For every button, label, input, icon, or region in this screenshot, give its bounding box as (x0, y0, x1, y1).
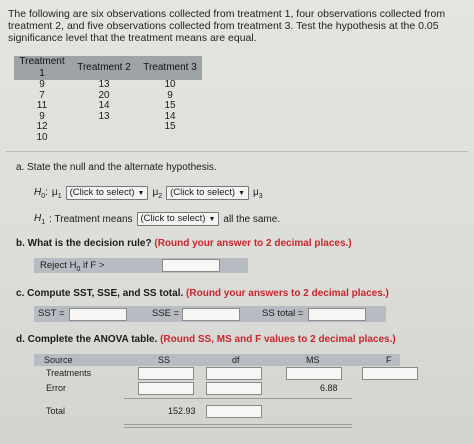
table-cell: 11 (36, 100, 48, 111)
h1-text: : Treatment means (49, 213, 133, 225)
table-cell: 13 (98, 79, 110, 90)
null-hypothesis-row (34, 186, 263, 200)
part-d-label: d. Complete the ANOVA table. (16, 334, 158, 345)
mu3-symbol: $\mu_3$ (253, 186, 263, 200)
part-c-note: (Round your answers to 2 decimal places.) (186, 288, 389, 299)
total-ss-value: 152.93 (168, 406, 196, 416)
treatments-ss-input[interactable] (138, 367, 194, 380)
table-bottom-line-2 (124, 427, 352, 428)
table-cell: 10 (164, 79, 176, 90)
table-cell: 13 (98, 110, 110, 122)
part-d-question (16, 334, 396, 345)
table-cell: 15 (164, 100, 176, 111)
error-ms-value: 6.88 (320, 383, 338, 393)
part-b-question (16, 238, 352, 249)
table-cell (70, 122, 138, 133)
table-divider (124, 398, 352, 399)
anova-row-total: Total (46, 406, 66, 416)
chevron-down-icon: ▼ (137, 190, 145, 197)
treatments-f-input[interactable] (362, 367, 418, 380)
table-cell: 15 (164, 121, 176, 132)
anova-header-row (34, 354, 400, 366)
alternate-hypothesis-row (34, 212, 280, 226)
total-df-input[interactable] (206, 405, 262, 418)
table-bottom-line-1 (124, 424, 352, 425)
h1-relation-select[interactable]: (Click to select) ▼ (137, 212, 220, 226)
table-row (14, 133, 202, 144)
table-row (14, 80, 202, 91)
table-cell: 9 (167, 89, 173, 101)
sse-label: SSE = (152, 308, 180, 319)
column-header-treatment-3: Treatment 3 (138, 56, 202, 80)
table-cell (138, 133, 202, 144)
anova-header-ms: MS (306, 355, 320, 365)
anova-header-df: df (232, 355, 240, 365)
chevron-down-icon: ▼ (208, 216, 216, 223)
table-cell: 14 (164, 110, 176, 122)
table-cell: 9 (39, 79, 45, 90)
sst-label: SST = (38, 308, 65, 319)
h0-symbol: $H_0$: (34, 186, 48, 200)
sse-input[interactable] (182, 308, 240, 321)
anova-row-error: Error (46, 383, 66, 393)
table-row (14, 101, 202, 112)
treatments-ms-input[interactable] (286, 367, 342, 380)
table-cell: 20 (98, 89, 110, 101)
error-df-input[interactable] (206, 382, 262, 395)
table-cell (70, 133, 138, 144)
anova-row-treatments: Treatments (46, 368, 92, 378)
anova-header-f: F (386, 355, 392, 365)
h1-tail-text: all the same. (223, 213, 281, 225)
table-row (14, 122, 202, 133)
table-cell: 7 (39, 89, 45, 101)
h0-relation-select-2[interactable]: (Click to select) ▼ (166, 186, 249, 200)
column-header-treatment-2: Treatment 2 (70, 56, 138, 80)
mu1-symbol: $\mu_1$ (51, 186, 62, 200)
table-cell: 10 (36, 131, 48, 143)
part-d-note: (Round SS, MS and F values to 2 decimal places.) (160, 334, 396, 345)
anova-header-source: Source (44, 355, 73, 365)
part-b-label: b. What is the decision rule? (16, 238, 152, 249)
section-divider (6, 151, 468, 152)
sst-input[interactable] (69, 308, 127, 321)
sstotal-label: SS total = (262, 308, 304, 319)
critical-f-input[interactable] (162, 259, 220, 272)
part-b-note: (Round your answer to 2 decimal places.) (154, 238, 352, 249)
problem-statement: The following are six observations collected from treatment 1, four observations collected from treatment 2, and five observations collected from treatment 3. Test the hypothesis at the 0.05 significance level that the treatment means are equal. (8, 8, 446, 44)
table-cell: 14 (98, 100, 110, 111)
anova-header-ss: SS (158, 355, 171, 365)
sstotal-input[interactable] (308, 308, 366, 321)
table-cell: 12 (36, 121, 48, 132)
chevron-down-icon: ▼ (238, 190, 246, 197)
part-c-label: c. Compute SST, SSE, and SS total. (16, 288, 184, 299)
decision-rule-bar: Reject $H_0$ if F > (34, 258, 248, 273)
error-ss-input[interactable] (138, 382, 194, 395)
mu2-symbol: $\mu_2$ (152, 186, 163, 200)
observations-table (14, 56, 202, 143)
table-cell: 9 (39, 110, 45, 122)
column-header-treatment-1: Treatment 1 (14, 56, 70, 80)
part-c-question (16, 288, 389, 299)
h0-relation-select-1[interactable]: (Click to select) ▼ (66, 186, 149, 200)
part-a-label: a. State the null and the alternate hypothesis. (16, 162, 217, 173)
treatments-df-input[interactable] (206, 367, 262, 380)
h1-symbol: $H_1$ (34, 212, 46, 226)
decision-rule-text: Reject H (40, 260, 77, 271)
